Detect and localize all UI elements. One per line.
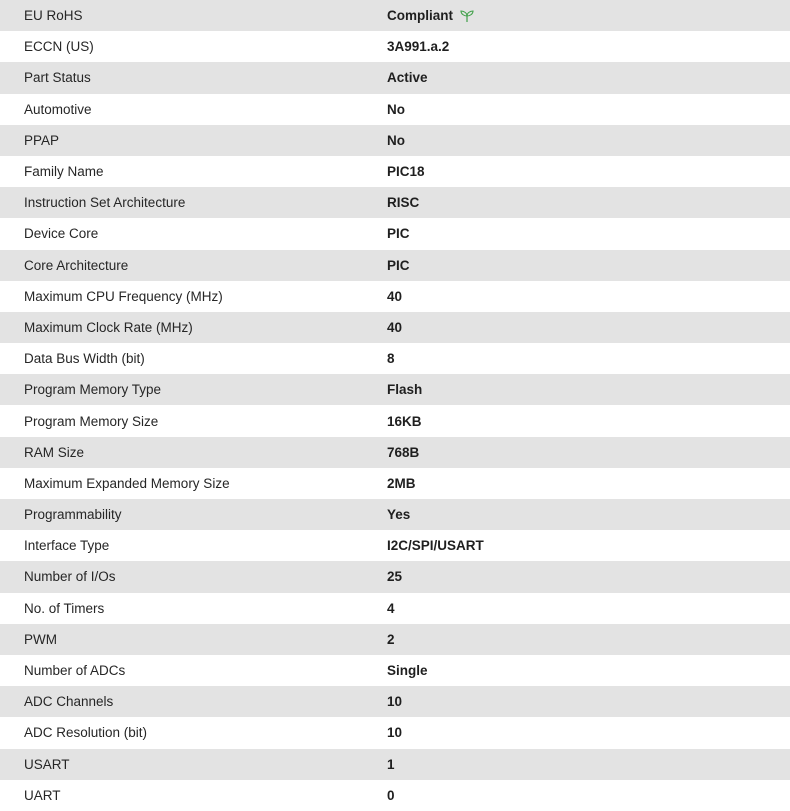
spec-row-number-of-adcs	[0, 655, 790, 686]
spec-value: 2MB	[387, 475, 416, 491]
spec-row-pwm	[0, 624, 790, 655]
spec-label: Program Memory Type	[24, 382, 162, 398]
spec-label: Interface Type	[24, 538, 110, 554]
spec-value: PIC	[387, 226, 410, 242]
spec-row-max-cpu-frequency	[0, 281, 790, 312]
spec-value: I2C/SPI/USART	[387, 538, 484, 554]
spec-value: Flash	[387, 382, 423, 398]
spec-row-program-memory-type	[0, 374, 790, 405]
spec-label: PPAP	[24, 132, 60, 148]
spec-row-program-memory-size	[0, 405, 790, 436]
spec-label: Part Status	[24, 70, 91, 86]
spec-value: PIC	[387, 257, 410, 273]
spec-value: 0	[387, 787, 395, 803]
spec-label: ADC Resolution (bit)	[24, 725, 148, 741]
spec-value: 25	[387, 569, 403, 585]
spec-row-adc-channels	[0, 686, 790, 717]
spec-label: Data Bus Width (bit)	[24, 351, 145, 367]
spec-row-ppap	[0, 125, 790, 156]
spec-row-eu-rohs	[0, 0, 790, 31]
spec-value: No	[387, 101, 405, 117]
spec-row-device-core	[0, 218, 790, 249]
spec-value: 10	[387, 725, 403, 741]
spec-label: UART	[24, 787, 61, 803]
spec-value: 3A991.a.2	[387, 39, 450, 55]
spec-value: 768B	[387, 444, 420, 460]
spec-row-uart	[0, 780, 790, 811]
spec-label: Family Name	[24, 164, 104, 180]
spec-value	[387, 8, 790, 23]
spec-value: 10	[387, 694, 403, 710]
spec-value: 40	[387, 319, 403, 335]
spec-label: Number of I/Os	[24, 569, 116, 585]
spec-label: Programmability	[24, 507, 122, 523]
spec-value: 2	[387, 631, 395, 647]
spec-row-timers	[0, 593, 790, 624]
spec-row-automotive	[0, 94, 790, 125]
spec-label: Maximum CPU Frequency (MHz)	[24, 288, 223, 304]
spec-row-isa	[0, 187, 790, 218]
spec-row-core-architecture	[0, 250, 790, 281]
spec-label: ADC Channels	[24, 694, 114, 710]
spec-value: PIC18	[387, 164, 425, 180]
spec-value: RISC	[387, 195, 420, 211]
spec-label: Core Architecture	[24, 257, 129, 273]
spec-value: 40	[387, 288, 403, 304]
spec-value: Single	[387, 663, 428, 679]
spec-label: RAM Size	[24, 444, 85, 460]
spec-value: Active	[387, 70, 428, 86]
spec-label: USART	[24, 756, 70, 772]
spec-row-adc-resolution	[0, 717, 790, 748]
spec-label: Device Core	[24, 226, 99, 242]
spec-row-part-status	[0, 62, 790, 93]
spec-row-programmability	[0, 499, 790, 530]
spec-label: Program Memory Size	[24, 413, 159, 429]
spec-label: Automotive	[24, 101, 92, 117]
spec-value: 16KB	[387, 413, 422, 429]
leaf-icon	[459, 9, 475, 23]
spec-row-usart	[0, 749, 790, 780]
spec-row-family-name	[0, 156, 790, 187]
spec-row-data-bus-width	[0, 343, 790, 374]
spec-value: 1	[387, 756, 395, 772]
spec-row-ram-size	[0, 437, 790, 468]
spec-row-eccn	[0, 31, 790, 62]
spec-label: Maximum Clock Rate (MHz)	[24, 319, 193, 335]
spec-row-interface-type	[0, 530, 790, 561]
spec-row-max-expanded-memory	[0, 468, 790, 499]
spec-value-text: Compliant	[387, 8, 453, 24]
spec-label: No. of Timers	[24, 600, 105, 616]
spec-label: ECCN (US)	[24, 39, 94, 55]
spec-label: Instruction Set Architecture	[24, 195, 186, 211]
spec-value: 8	[387, 351, 395, 367]
spec-label: Number of ADCs	[24, 663, 126, 679]
spec-value: 4	[387, 600, 395, 616]
spec-row-number-of-ios	[0, 561, 790, 592]
spec-value: No	[387, 132, 405, 148]
spec-label: PWM	[24, 631, 57, 647]
spec-value: Yes	[387, 507, 411, 523]
spec-row-max-clock-rate	[0, 312, 790, 343]
spec-label: Maximum Expanded Memory Size	[24, 475, 230, 491]
spec-label: EU RoHS	[24, 8, 83, 24]
